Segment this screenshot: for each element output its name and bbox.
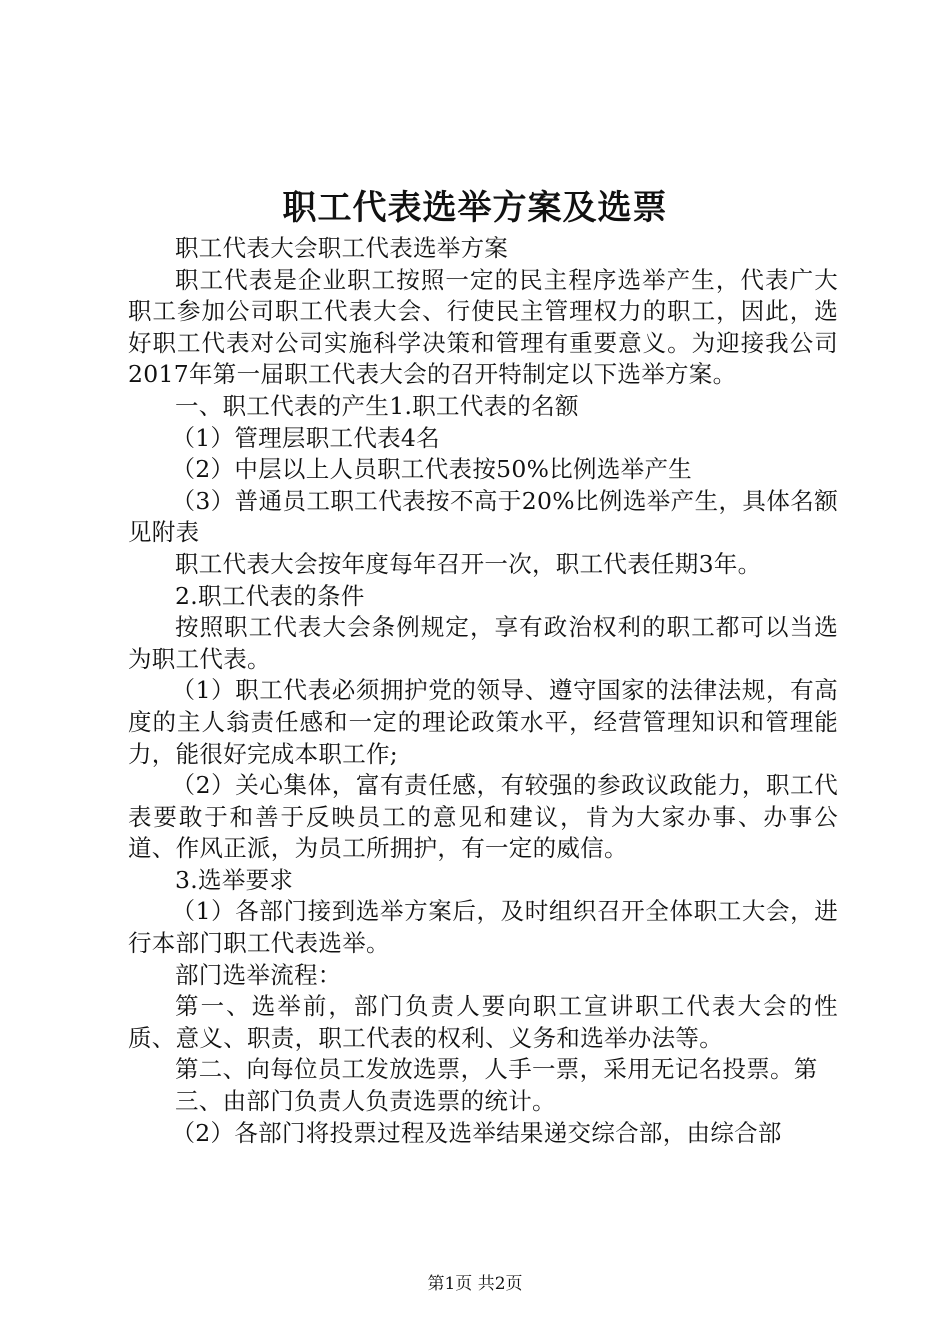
section-2-heading: 2.职工代表的条件: [175, 581, 365, 610]
quota-item-2: （2）中层以上人员职工代表按50%比例选举产生: [171, 455, 693, 484]
requirement-item-2: （2）各部门将投票过程及选举结果递交综合部，由综合部: [171, 1118, 782, 1147]
document-title: 职工代表选举方案及选票: [282, 188, 668, 228]
paragraph-heading: 职工代表大会职工代表选举方案: [175, 234, 509, 262]
condition-item-2: （2）关心集体，富有责任感，有较强的参政议政能力，职工代表要敢于和善于反映员工的意见和建议，肯为大家办事、办事公道、作风正派，为员工所拥护，有一定的威信。: [128, 771, 838, 863]
quota-item-1: （1）管理层职工代表4名: [171, 423, 440, 452]
process-step-3: 三、由部门负责人负责选票的统计。: [175, 1087, 556, 1116]
page-footer: 第1页 共2页: [427, 1274, 523, 1294]
process-step-1: 第一、选举前，部门负责人要向职工宣讲职工代表大会的性质、意义、职责，职工代表的权利、义务和选举办法等。: [128, 992, 838, 1052]
section-3-heading: 3.选举要求: [175, 865, 294, 894]
process-heading: 部门选举流程：: [175, 960, 342, 989]
process-step-2: 第二、向每位员工发放选票，人手一票，采用无记名投票。第: [175, 1055, 818, 1084]
requirement-item-1: （1）各部门接到选举方案后，及时组织召开全体职工大会，进行本部门职工代表选举。: [128, 897, 838, 958]
section-1-heading: 一、职工代表的产生1.职工代表的名额: [175, 391, 579, 420]
document-body: [128, 233, 838, 1149]
paragraph-intro: 职工代表是企业职工按照一定的民主程序选举产生，代表广大职工参加公司职工代表大会、行使民主管理权力的职工，因此，选好职工代表对公司实施科学决策和管理有重要意义。为迎接我公司2017年第一届职工代表大会的召开特制定以下选举方案。: [128, 265, 838, 389]
paragraph-term: 职工代表大会按年度每年召开一次，职工代表任期3年。: [175, 549, 762, 578]
paragraph-conditions: 按照职工代表大会条例规定，享有政治权利的职工都可以当选为职工代表。: [128, 613, 838, 673]
condition-item-1: （1）职工代表必须拥护党的领导、遵守国家的法律法规，有高度的主人翁责任感和一定的理论政策水平，经营管理知识和管理能力，能很好完成本职工作;: [128, 676, 838, 768]
quota-item-3: （3）普通员工职工代表按不高于20%比例选举产生，具体名额见附表: [128, 486, 838, 547]
